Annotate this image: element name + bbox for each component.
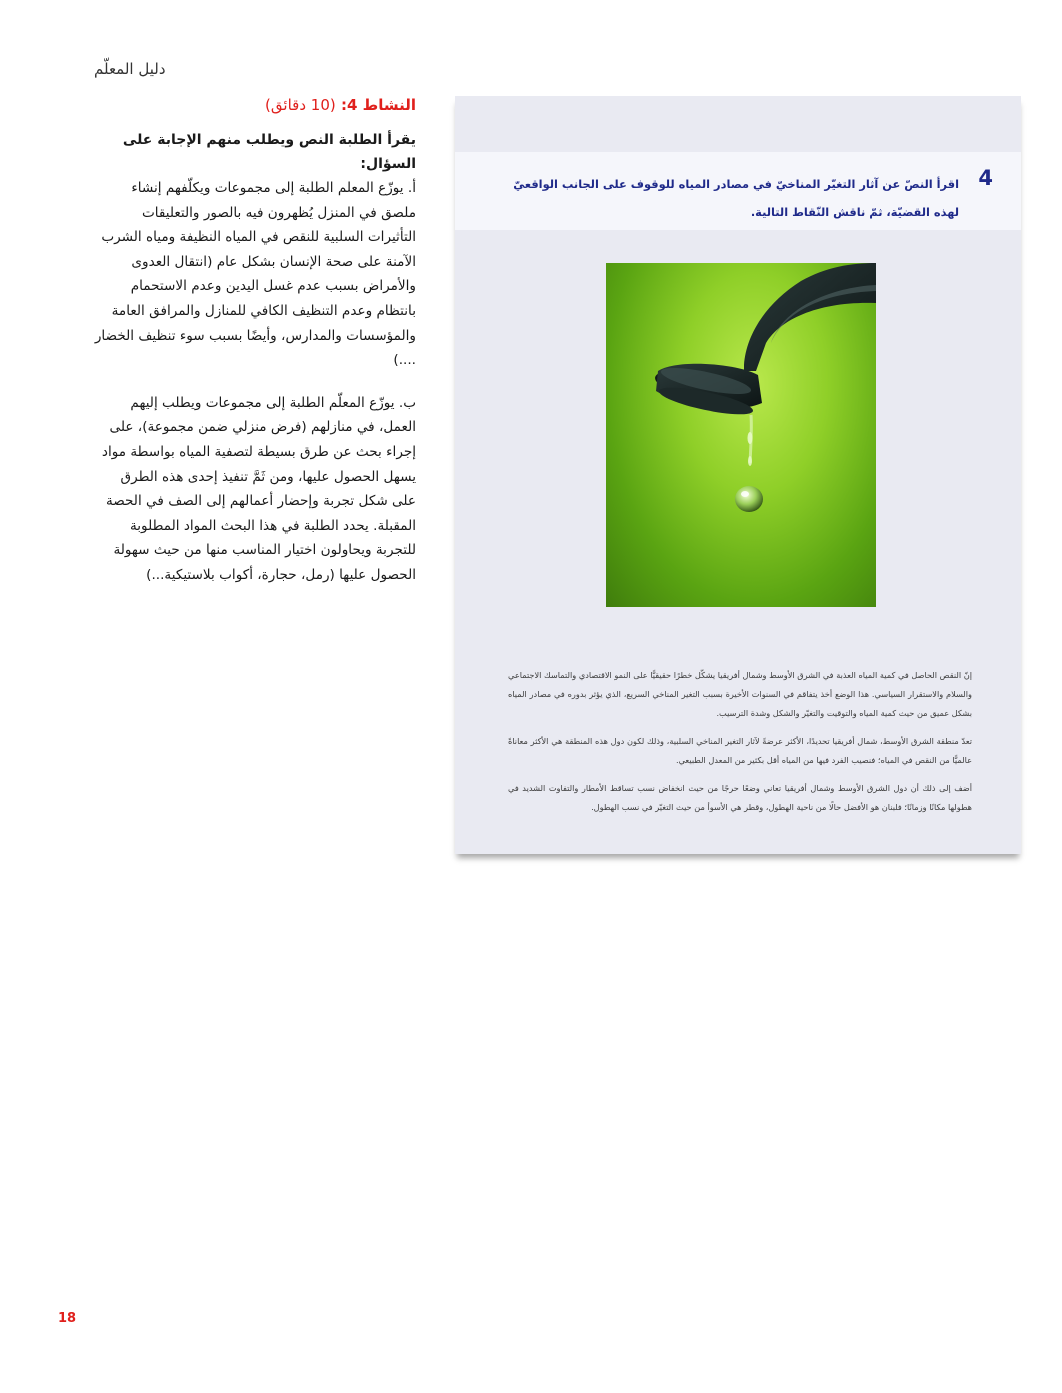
activity-duration: (10 دقائق) [265, 96, 336, 114]
article-paragraph: إنّ النقص الحاصل في كمية المياه العذبة في الشرق الأوسط وشمال أفريقيا يشكّل خطرًا حقيقيًّا على النمو الاقتصادي والتماسك الاجتماعي والسلام والاستقرار السياسي. هذا الوضع أخذ يتفاقم في السنوات الأخيرة بسبب التغير المناخي السريع، الذي يؤثر بدوره في مصادر المياه بشكل عميق من حيث كمية المياه والتوقيت والتغيّر والشكل وشدة الترسيب. [508, 670, 972, 718]
article-paragraph: تعدّ منطقة الشرق الأوسط، شمال أفريقيا تحديدًا، الأكثر عرضةً لآثار التغير المناخي السلبية، وذلك لكون دول هذه المنطقة هي الأكثر معاناةً عالميًّا من النقص في المياه؛ فنصيب الفرد فيها من المياه أقل بكثير من المعدل الطبيعي. [508, 736, 972, 765]
activity-title [94, 96, 416, 114]
water-tap-drip-icon [606, 263, 876, 607]
article-paragraph: أضف إلى ذلك أن دول الشرق الأوسط وشمال أفريقيا تعاني وضعًا حرجًا من حيث انخفاض نسب تساقط الأمطار والتفاوت الشديد في هطولها مكانًا وزمانًا؛ فلبنان هو الأفضل حالًا من ناحية الهطول، وقطر هي الأسوأ من حيث التغيّر في نسب الهطول. [508, 783, 972, 812]
teacher-notes-column [94, 96, 416, 588]
article-text [508, 666, 972, 826]
question-text: اقرأ النصّ عن آثار التغيّر المناخيّ في مصادر المياه للوقوف على الجانب الواقعيّ لهذه القضيّة، ثمّ ناقش النّقاط التالية. [513, 177, 959, 219]
activity-paragraph-b: ب. يوزّع المعلّم الطلبة إلى مجموعات ويطلب إليهم العمل، في منازلهم (فرض منزلي ضمن مجموعة)، على إجراء بحث عن طرق بسيطة لتصفية المياه بواسطة مواد يسهل الحصول عليها، ومن ثَمَّ تنفيذ إحدى هذه الطرق على شكل تجربة وإحضار أعمالهم إلى الصف في الحصة المقبلة. يحدد الطلبة في هذا البحث المواد المطلوبة للتجربة ويحاولون اختيار المناسب منها من حيث سهولة الحصول عليها (رمل، حجارة، أكواب بلاستيكية...) [101, 394, 416, 583]
student-book-panel [455, 96, 1021, 854]
guide-header-label: دليل المعلّم [94, 60, 166, 78]
question-number: 4 [978, 166, 993, 190]
water-tap-drip-photo [606, 263, 876, 607]
page-number: 18 [58, 1311, 77, 1326]
activity-instruction: يقرأ الطلبة النص ويطلب منهم الإجابة على السؤال: [122, 132, 416, 172]
activity-title-label: النشاط 4: [340, 96, 416, 114]
activity-paragraph-a: أ. يوزّع المعلم الطلبة إلى مجموعات ويكلّفهم إنشاء ملصق في المنزل يُظهرون فيه بالصور والتعليقات التأثيرات السلبية للنقص في المياه النظيفة ومياه الشرب الآمنة على صحة الإنسان بشكل عام (انتقال العدوى والأمراض بسبب عدم غسل اليدين وعدم الاستحمام بانتظام وعدم التنظيف الكافي للمنازل والمرافق العامة والمؤسسات والمدارس، وأيضًا بسبب سوء تنظيف الخضار ....) [94, 180, 416, 369]
